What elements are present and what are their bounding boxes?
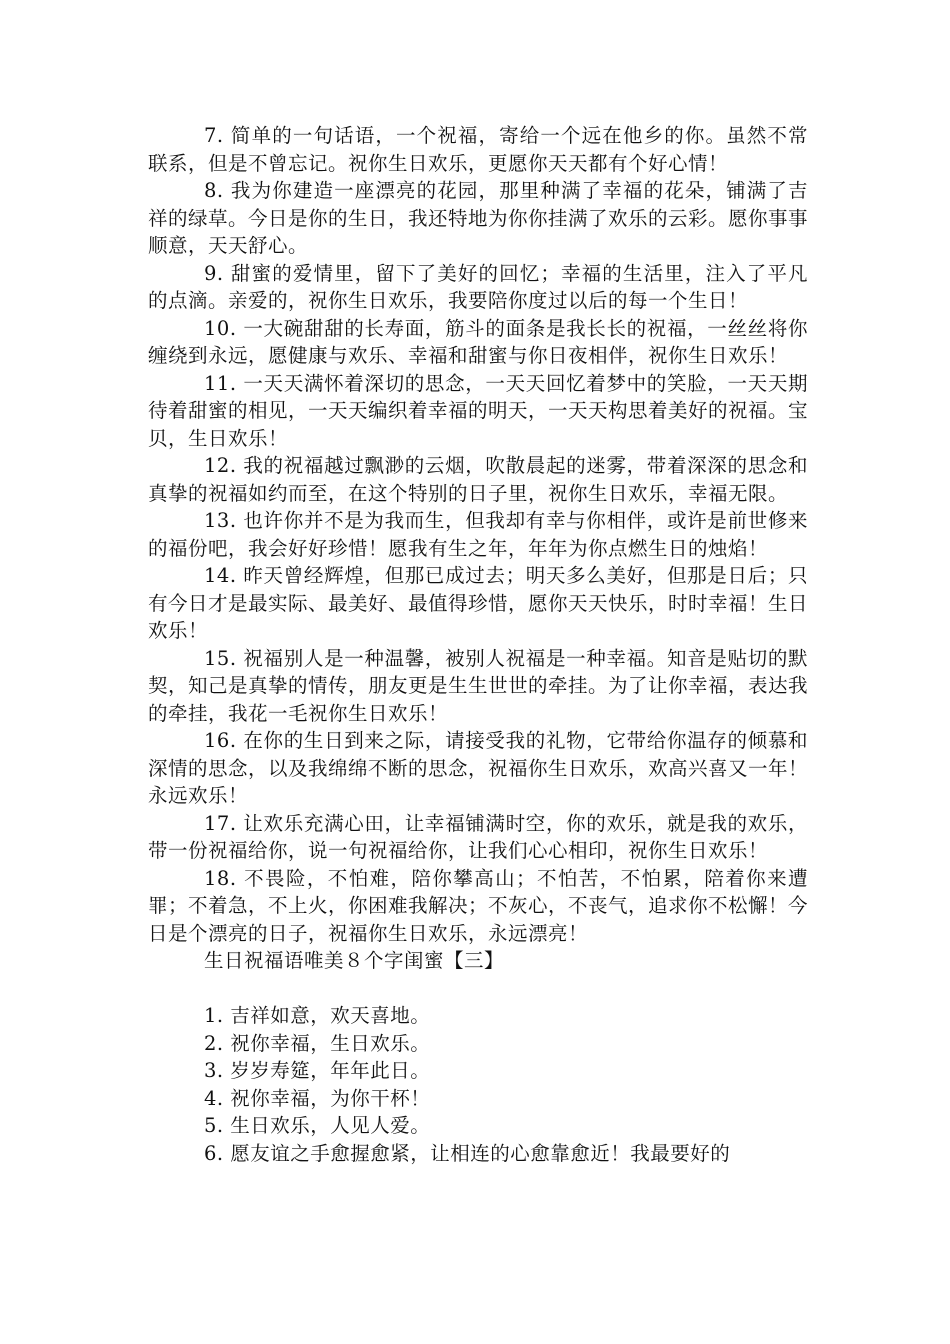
paragraph-7: 7. 简单的一句话语，一个祝福，寄给一个远在他乡的你。虽然不常联系，但是不曾忘记。祝你生日欢乐，更愿你天天都有个好心情！ — [148, 124, 808, 175]
paragraph-16: 16. 在你的生日到来之际，请接受我的礼物，它带给你温存的倾慕和深情的思念，以及我绵绵不断的思念，祝福你生日欢乐，欢高兴喜又一年！永远欢乐！ — [148, 729, 809, 807]
paragraph-11: 11. 一天天满怀着深切的思念，一天天回忆着梦中的笑脸，一天天期待着甜蜜的相见，一天天编织着幸福的明天，一天天构思着美好的祝福。宝贝，生日欢乐！ — [148, 371, 809, 450]
list-item-6: 6. 愿友谊之手愈握愈紧，让相连的心愈靠愈近！我最要好的 — [204, 1141, 731, 1165]
list-item-3: 3. 岁岁寿筵，年年此日。 — [204, 1059, 431, 1082]
paragraph-12: 12. 我的祝福越过飘渺的云烟，吹散晨起的迷雾，带着深深的思念和真挚的祝福如约而至，在这个特别的日子里，祝你生日欢乐，幸福无限。 — [148, 454, 808, 505]
paragraph-10: 10. 一大碗甜甜的长寿面，筋斗的面条是我长长的祝福，一丝丝将你缠绕到永远，愿健康与欢乐、幸福和甜蜜与你日夜相伴，祝你生日欢乐！ — [148, 316, 808, 367]
paragraph-8: 8. 我为你建造一座漂亮的花园，那里种满了幸福的花朵，铺满了吉祥的绿草。今日是你的生日，我还特地为你你挂满了欢乐的云彩。愿你事事顺意，天天舒心。 — [148, 179, 809, 257]
list-item-1: 1. 吉祥如意，欢天喜地。 — [204, 1004, 431, 1027]
section-heading: 生日祝福语唯美８个字闺蜜【三】 — [204, 949, 505, 972]
paragraph-9: 9. 甜蜜的爱情里，留下了美好的回忆；幸福的生活里，注入了平凡的点滴。亲爱的，祝你生日欢乐，我要陪你度过以后的每一个生日！ — [148, 261, 808, 312]
list-item-2: 2. 祝你幸福，生日欢乐。 — [204, 1031, 431, 1055]
list-item-5: 5. 生日欢乐，人见人爱。 — [204, 1114, 431, 1137]
paragraph-14: 14. 昨天曾经辉煌，但那已成过去；明天多么美好，但那是日后；只有今日才是最实际、最美好、最值得珍惜，愿你天天快乐，时时幸福！生日欢乐！ — [148, 564, 809, 642]
paragraph-13: 13. 也许你并不是为我而生，但我却有幸与你相伴，或许是前世修来的福份吧，我会好好珍惜！愿我有生之年，年年为你点燃生日的烛焰！ — [148, 509, 808, 560]
list-item-4: 4. 祝你幸福，为你干杯！ — [204, 1086, 431, 1110]
document-body — [148, 122, 808, 1167]
paragraph-17: 17. 让欢乐充满心田，让幸福铺满时空，你的欢乐，就是我的欢乐，带一份祝福给你，说一句祝福给你，让我们心心相印，祝你生日欢乐！ — [148, 811, 808, 862]
paragraph-15: 15. 祝福别人是一种温馨，被别人祝福是一种幸福。知音是贴切的默契，知己是真挚的情传，朋友更是生生世世的牵挂。为了让你幸福，表达我的牵挂，我花一毛祝你生日欢乐！ — [148, 646, 809, 725]
paragraph-18: 18. 不畏险，不怕难，陪你攀高山；不怕苦，不怕累，陪着你来遭罪；不着急，不上火，你困难我解决；不灰心，不丧气，追求你不松懈！今日是个漂亮的日子，祝福你生日欢乐，永远漂亮！ — [148, 866, 809, 945]
blank-line — [148, 975, 808, 1003]
